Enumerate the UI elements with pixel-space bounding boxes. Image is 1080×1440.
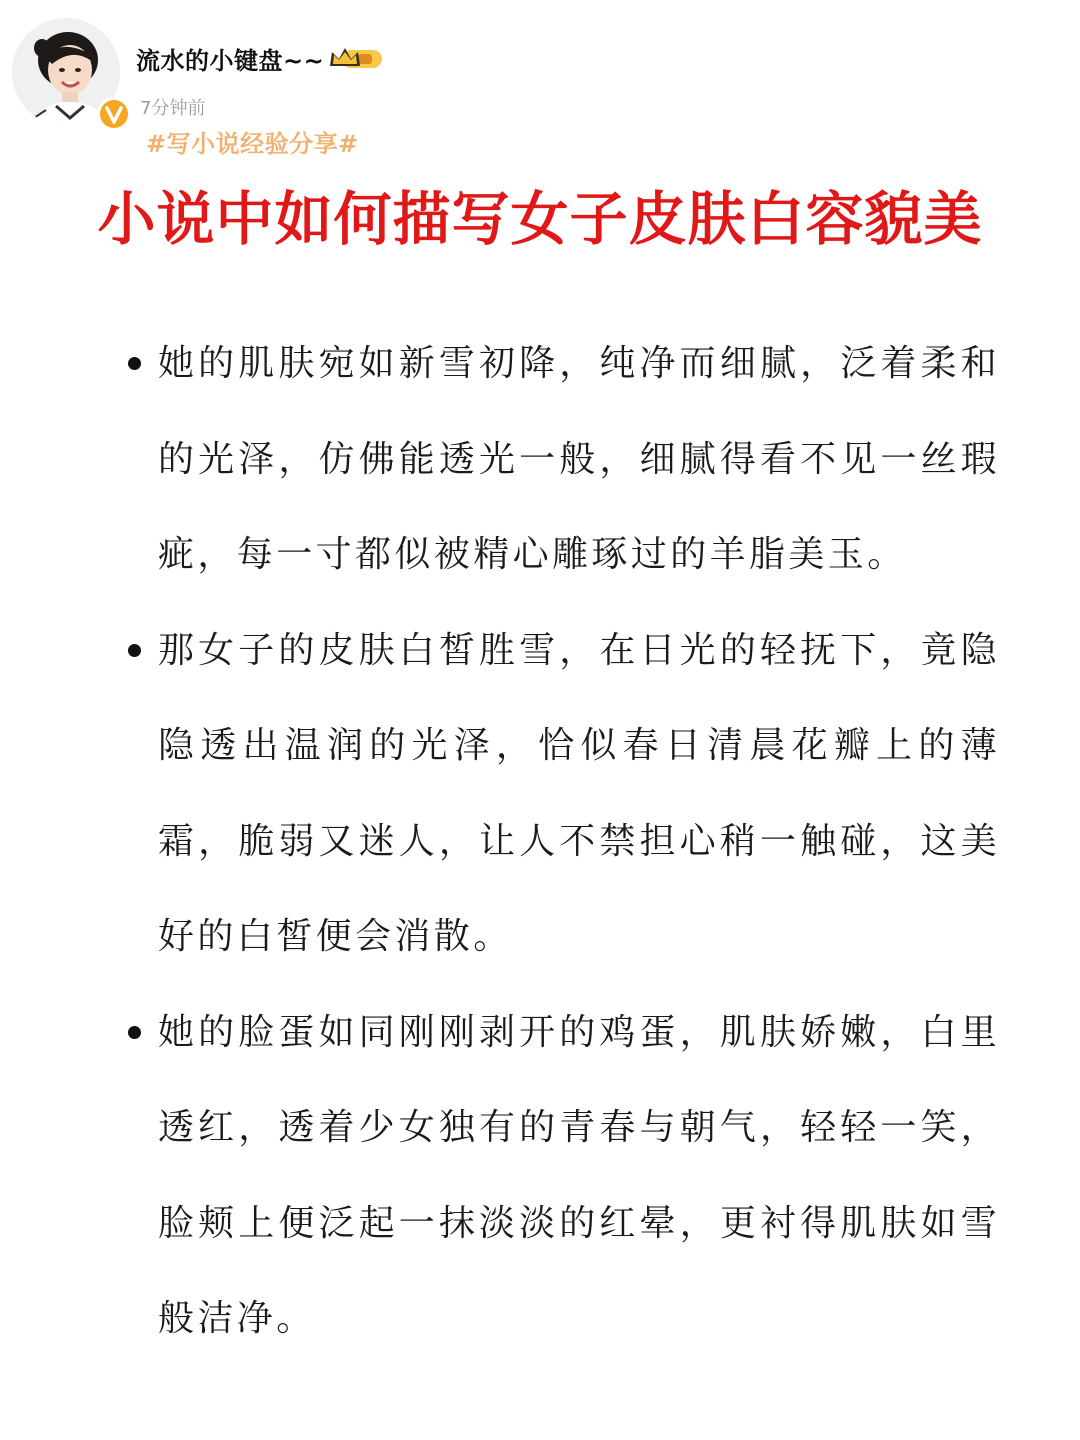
username-row <box>136 38 386 78</box>
verified-v-icon <box>96 96 132 132</box>
username[interactable]: 流水的小键盘~~ <box>136 46 325 75</box>
bullet-dot-icon <box>128 1026 141 1039</box>
page-title: 小说中如何描写女子皮肤白容貌美 <box>97 185 983 253</box>
hashtag-link[interactable]: #写小说经验分享# <box>146 130 359 158</box>
list-item <box>120 316 1000 603</box>
bullet-dot-icon <box>128 357 141 370</box>
list-item-text: 她的脸蛋如同刚刚剥开的鸡蛋，肌肤娇嫩，白里透红，透着少女独有的青春与朝气，轻轻一笑，脸颊上便泛起一抹淡淡的红晕，更衬得肌肤如雪般洁净。 <box>158 1011 1000 1339</box>
list-item <box>120 985 1000 1367</box>
list-item <box>120 603 1000 985</box>
crown-level-badge-icon <box>328 44 386 72</box>
post-time: 7分钟前 <box>140 98 206 119</box>
bullet-list <box>120 316 1000 1367</box>
list-item-text: 她的肌肤宛如新雪初降，纯净而细腻，泛着柔和的光泽，仿佛能透光一般，细腻得看不见一丝瑕疵，每一寸都似被精心雕琢过的羊脂美玉。 <box>158 343 1000 575</box>
post-header <box>12 14 512 158</box>
list-item-text: 那女子的皮肤白皙胜雪，在日光的轻抚下，竟隐隐透出温润的光泽，恰似春日清晨花瓣上的薄霜，脆弱又迷人，让人不禁担心稍一触碰，这美好的白皙便会消散。 <box>158 629 1000 957</box>
bullet-dot-icon <box>128 644 141 657</box>
